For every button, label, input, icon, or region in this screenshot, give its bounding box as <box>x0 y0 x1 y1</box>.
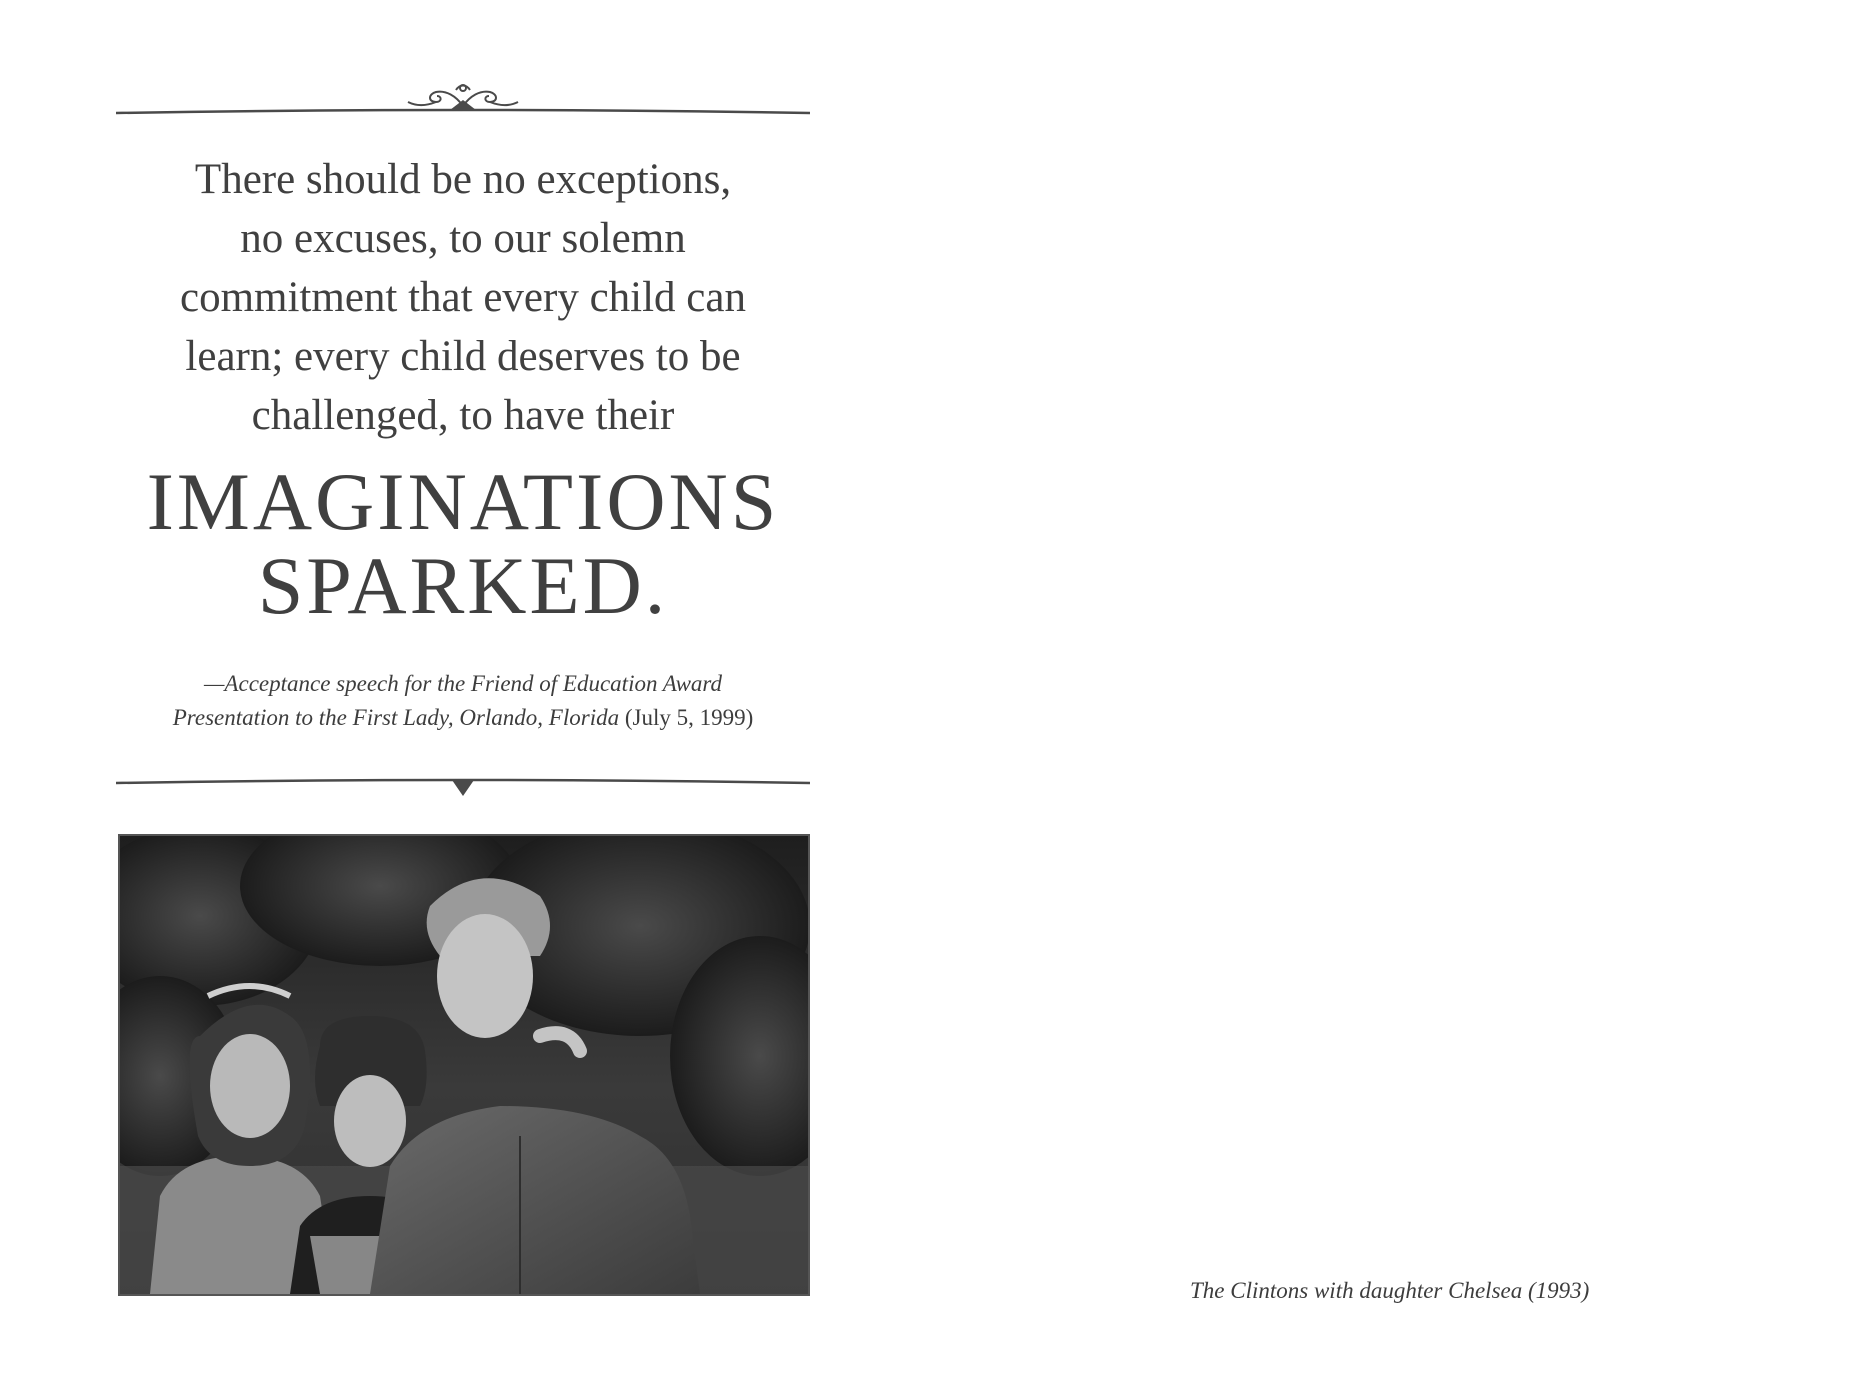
top-ornament-divider <box>116 76 810 116</box>
emphasis-line: IMAGINATIONS <box>146 456 780 547</box>
quote-line: challenged, to have their <box>251 392 675 439</box>
quote-line: commitment that every child can <box>180 274 746 321</box>
quote-emphasis <box>116 456 810 631</box>
attribution-date: (July 5, 1999) <box>619 705 754 730</box>
pointer-ornament-icon <box>116 772 810 812</box>
bottom-ornament-divider <box>116 772 810 812</box>
photo-caption: The Clintons with daughter Chelsea (1993) <box>1190 1278 1590 1303</box>
quote-line: learn; every child deserves to be <box>185 333 741 380</box>
flourish-ornament-icon <box>116 76 810 116</box>
family-photo-image <box>120 836 808 1294</box>
family-photograph <box>118 834 810 1296</box>
quote-text <box>116 150 810 445</box>
emphasis-line: SPARKED. <box>257 540 669 631</box>
quote-line: no excuses, to our solemn <box>240 215 686 262</box>
quote-line: There should be no exceptions, <box>194 156 732 203</box>
quote-attribution <box>116 667 810 735</box>
attribution-line-1: —Acceptance speech for the Friend of Education Award <box>203 671 723 696</box>
attribution-event: Presentation to the First Lady, Orlando, Florida <box>172 705 620 730</box>
